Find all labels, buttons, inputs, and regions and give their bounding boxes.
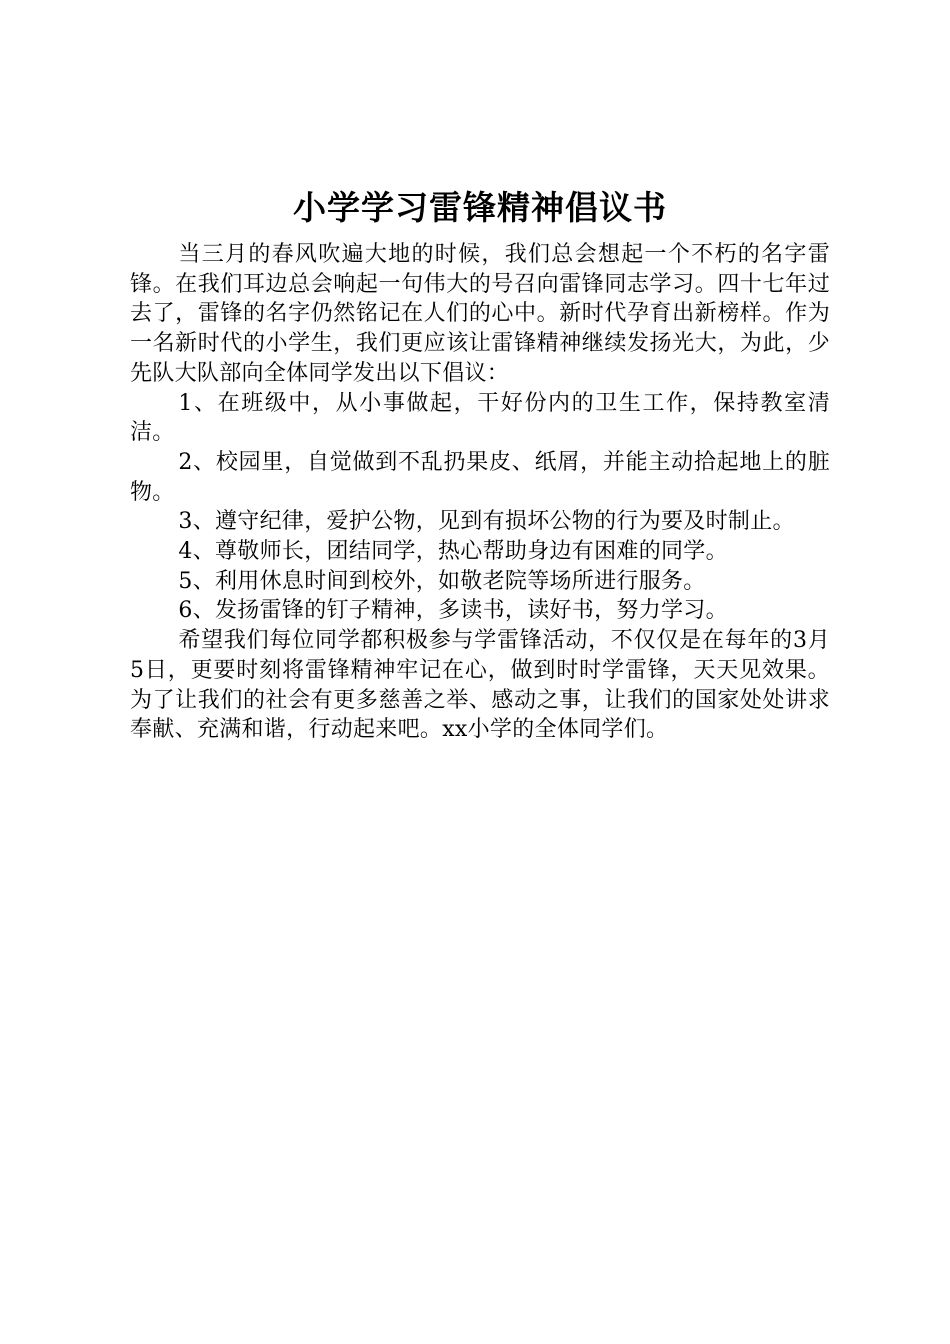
document-body xyxy=(130,182,830,745)
document-title: 小学学习雷锋精神倡议书 xyxy=(293,188,667,227)
closing-paragraph: 希望我们每位同学都积极参与学雷锋活动，不仅仅是在每年的3月5日，更要时刻将雷锋精神牢记在心，做到时时学雷锋，天天见效果。为了让我们的社会有更多慈善之举、感动之事，让我们的国家处处讲求奉献、充满和谐，行动起来吧。xx小学的全体同学们。 xyxy=(130,628,830,743)
proposal-item-1: 1、在班级中，从小事做起，干好份内的卫生工作，保持教室清洁。 xyxy=(130,390,830,446)
proposal-item-5: 5、利用休息时间到校外，如敬老院等场所进行服务。 xyxy=(178,568,706,594)
intro-paragraph: 当三月的春风吹遍大地的时候，我们总会想起一个不朽的名字雷锋。在我们耳边总会响起一句伟大的号召向雷锋同志学习。四十七年过去了，雷锋的名字仍然铭记在人们的心中。新时代孕育出新榜样。作为一名新时代的小学生，我们更应该让雷锋精神继续发扬光大，为此，少先队大队部向全体同学发出以下倡议： xyxy=(130,242,830,386)
proposal-item-4: 4、尊敬师长，团结同学，热心帮助身边有困难的同学。 xyxy=(178,539,728,565)
proposal-item-6: 6、发扬雷锋的钉子精神，多读书，读好书，努力学习。 xyxy=(178,598,728,624)
proposal-item-3: 3、遵守纪律，爱护公物，见到有损坏公物的行为要及时制止。 xyxy=(178,509,795,535)
proposal-item-2: 2、校园里，自觉做到不乱扔果皮、纸屑，并能主动拾起地上的脏物。 xyxy=(130,449,830,505)
